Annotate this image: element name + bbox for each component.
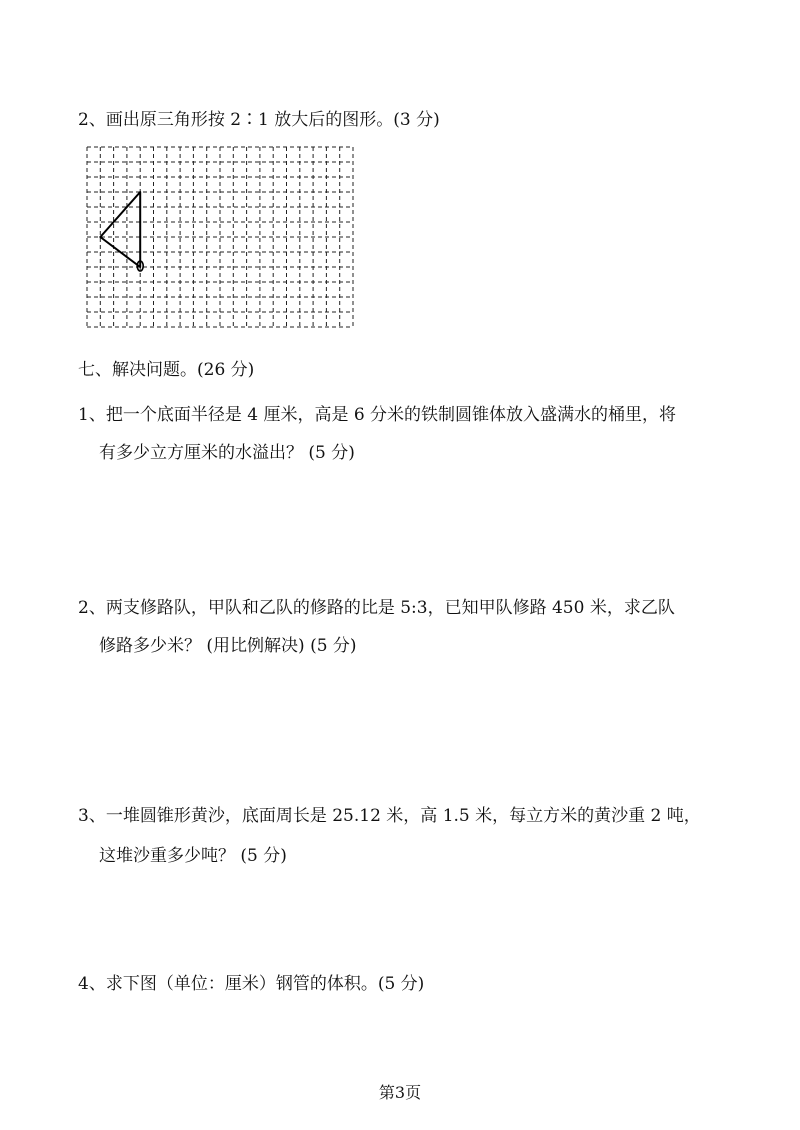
drawing-question-text: 2、画出原三角形按 2∶1 放大后的图形。(3 分) [78, 110, 440, 130]
grid-drawing-area[interactable] [86, 146, 354, 328]
section-heading: 七、解决问题。(26 分) [78, 360, 255, 380]
problem-1-line-2: 有多少立方厘米的水溢出？ (5 分) [99, 443, 355, 463]
problem-3-line-1: 3、一堆圆锥形黄沙，底面周长是 25.12 米，高 1.5 米，每立方米的黄沙重 2 吨， [78, 806, 701, 826]
page-number: 第3页 [378, 1083, 422, 1102]
original-triangle [100, 192, 143, 271]
problem-4-line-1: 4、求下图（单位：厘米）钢管的体积。(5 分) [78, 974, 425, 994]
dashed-grid [87, 147, 353, 327]
triangle-shape [100, 192, 140, 267]
problem-2-line-1: 2、两支修路队，甲队和乙队的修路的比是 5:3，已知甲队修路 450 米，求乙队 [78, 598, 675, 618]
problem-3-line-2: 这堆沙重多少吨？ (5 分) [99, 846, 287, 866]
problem-1-line-1: 1、把一个底面半径是 4 厘米，高是 6 分米的铁制圆锥体放入盛满水的桶里，将 [78, 405, 677, 425]
problem-2-line-2: 修路多少米？ (用比例解决) (5 分) [99, 636, 357, 656]
